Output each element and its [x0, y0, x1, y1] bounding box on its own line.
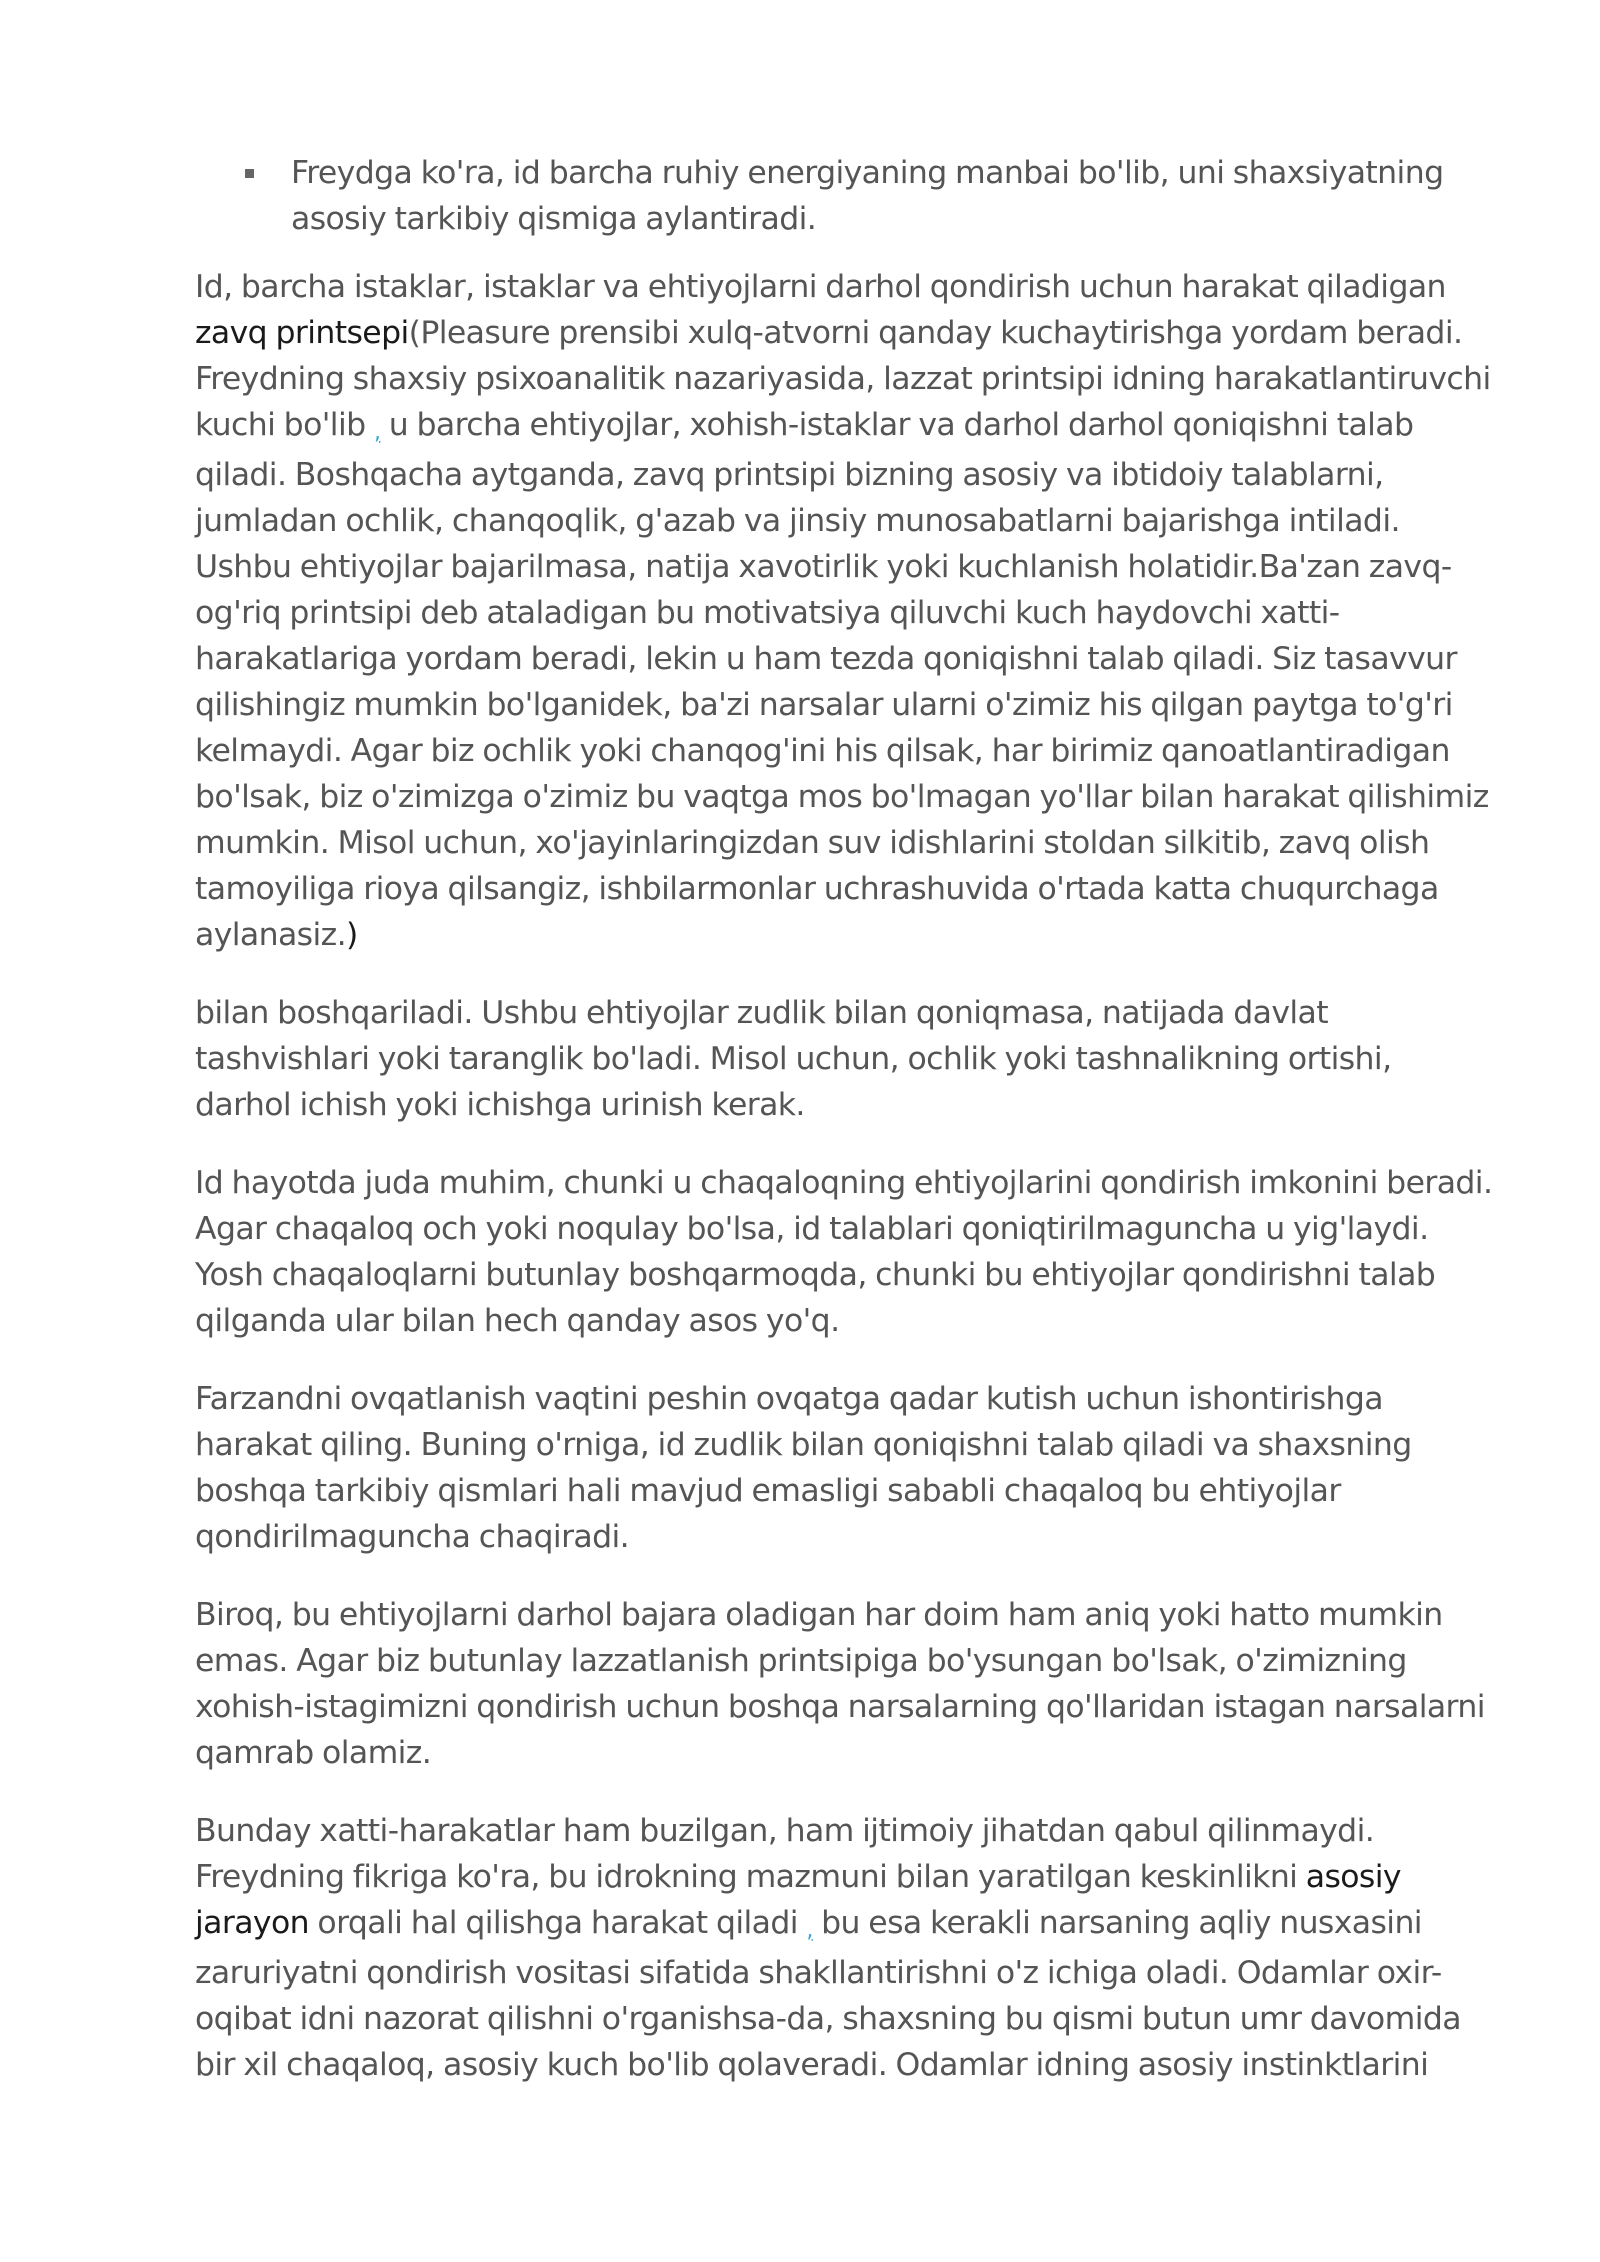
paragraph-1-text-c: u barcha ehtiyojlar, xohish-istaklar va darhol darhol qoniqishni talab qiladi. Boshqacha aytganda, zavq printsipi bizning asosiy va ibtidoiy talablarni, jumladan ochlik, chanqoqlik, g'azab va jinsiy munosabatlarni bajarishga intiladi. Ushbu ehtiyojlar bajarilmasa, natija xavotirlik yoki kuchlanish holatidir.Ba'zan zavq-og'riq printsipi deb ataladigan bu motivatsiya qiluvchi kuch haydovchi xatti-harakatlariga yordam beradi, lekin u ham tezda qoniqishni talab qiladi. Siz tasavvur qilishingiz mumkin bo'lganidek, ba'zi narsalar ularni o'zimiz his qilgan paytga to'g'ri kelmaydi. Agar biz ochlik yoki chanqog'ini his qilsak, har birimiz qanoatlantiradigan bo'lsak, biz o'zimizga o'zimiz bu vaqtga mos bo'lmagan yo'llar bilan harakat qilishimiz mumkin. Misol uchun, xo'jayinlaringizdan suv idishlarini stoldan silkitib, zavq olish tamoyiliga rioya qilsangiz, ishbilarmonlar uchrashuvida o'rtada katta chuqurchaga aylanasiz.: [195, 407, 1489, 953]
paragraph-3: Id hayotda juda muhim, chunki u chaqaloqning ehtiyojlarini qondirish imkonini beradi. Agar chaqaloq och yoki noqulay bo'lsa, id talablari qoniqtirilmaguncha u yig'laydi. Yosh chaqaloqlarni butunlay boshqarmoqda, chunki bu ehtiyojlar qondirishni talab qilganda ular bilan hech qanday asos yo'q.: [195, 1165, 1493, 1339]
closing-paren: ): [345, 917, 358, 953]
paragraph-1: [195, 264, 1495, 958]
bullet-item: [195, 150, 1495, 242]
paragraph-4: Farzandni ovqatlanish vaqtini peshin ovqatga qadar kutish uchun ishontirishga harakat qiling. Buning o'rniga, id zudlik bilan qoniqishni talab qiladi va shaxsning boshqa tarkibiy qismlari hali mavjud emasligi sababli chaqaloq bu ehtiyojlar qondirilmaguncha chaqiradi.: [195, 1381, 1412, 1555]
paragraph-6: [195, 1808, 1495, 2088]
bullet-text: Freydga ko'ra, id barcha ruhiy energiyaning manbai bo'lib, uni shaxsiyatning asosiy tarkibiy qismiga aylantiradi.: [291, 155, 1444, 237]
document-body: [195, 150, 1495, 2120]
pleasure-principle-link[interactable]: zavq printsepi: [195, 315, 409, 351]
paragraph-1-text-a: Id, barcha istaklar, istaklar va ehtiyojlarni darhol qondirish uchun harakat qiladigan: [195, 269, 1446, 305]
paragraph-6-text-a: Bunday xatti-harakatlar ham buzilgan, ham ijtimoiy jihatdan qabul qilinmaydi. Freydning fikriga ko'ra, bu idrokning mazmuni bilan yaratilgan keskinlikni: [195, 1813, 1375, 1895]
square-bullet-icon: [245, 169, 254, 178]
paragraph-6-text-b: orqali hal qilishga harakat qiladi: [309, 1905, 807, 1941]
comment-marker[interactable]: ,: [373, 420, 381, 445]
paragraph-2: bilan boshqariladi. Ushbu ehtiyojlar zudlik bilan qoniqmasa, natijada davlat tashvishlari yoki taranglik bo'ladi. Misol uchun, ochlik yoki tashnalikning ortishi, darhol ichish yoki ichishga urinish kerak.: [195, 995, 1392, 1123]
paragraph-6-text-c: bu esa kerakli narsaning aqliy nusxasini zaruriyatni qondirish vositasi sifatida shakllantirishni o'z ichiga oladi. Odamlar oxir-oqibat idni nazorat qilishni o'rganishsa-da, shaxsning bu qismi butun umr davomida bir xil chaqaloq, asosiy kuch bo'lib qolaveradi. Odamlar idning asosiy instinktlarini: [195, 1905, 1461, 2083]
paragraph-1-text-b: (Pleasure prensibi xulq-atvorni qanday kuchaytirishga yordam beradi. Freydning shaxsiy psixoanalitik nazariyasida, lazzat printsipi idning harakatlantiruvchi kuchi bo'lib: [195, 315, 1491, 443]
paragraph-5: Biroq, bu ehtiyojlarni darhol bajara oladigan har doim ham aniq yoki hatto mumkin emas. Agar biz butunlay lazzatlanish printsipiga bo'ysungan bo'lsak, o'zimizning xohish-istagimizni qondirish uchun boshqa narsalarning qo'llaridan istagan narsalarni qamrab olamiz.: [195, 1597, 1485, 1771]
primary-process-link[interactable]: asosiy jarayon: [195, 1859, 1401, 1941]
comment-marker[interactable]: ,: [806, 1918, 813, 1943]
